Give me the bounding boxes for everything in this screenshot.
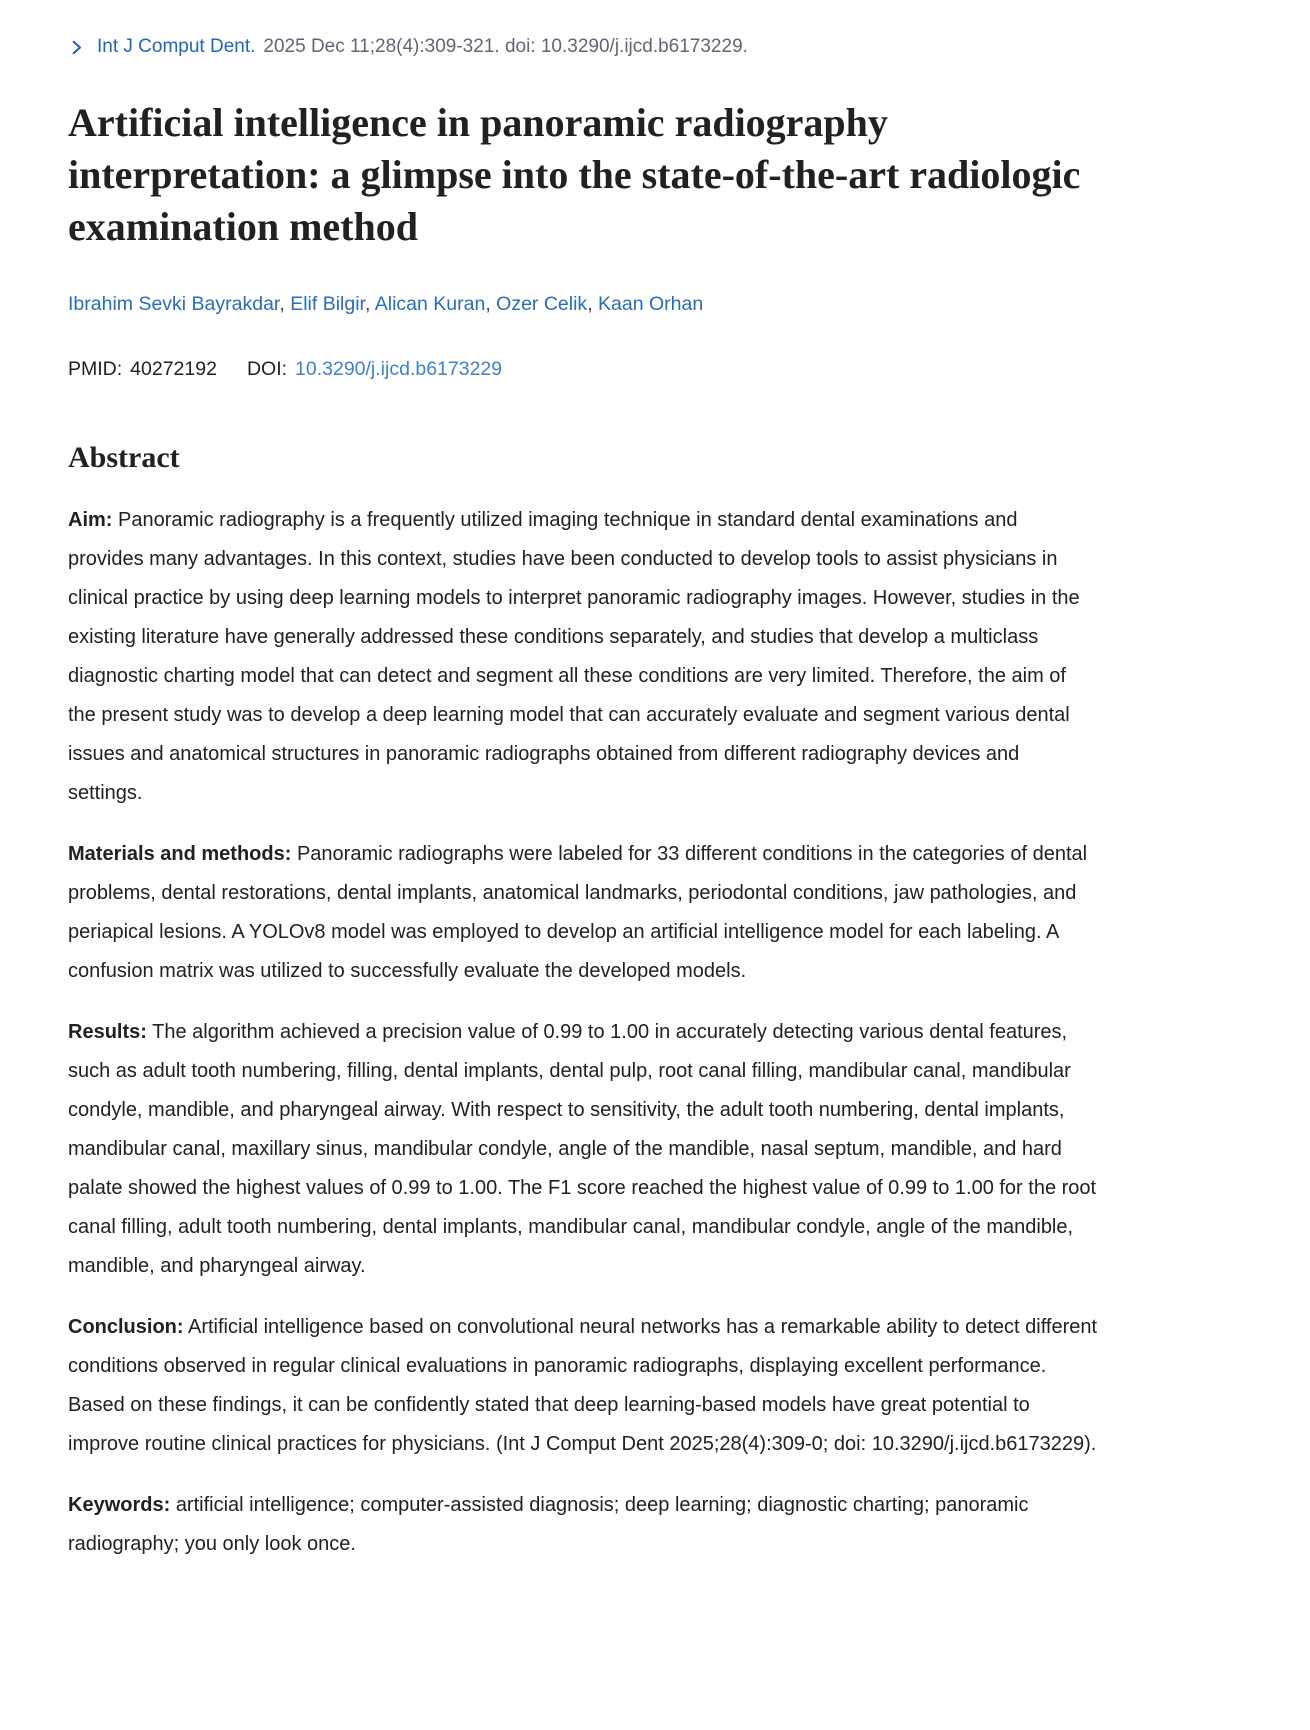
section-label: Conclusion:: [68, 1315, 184, 1338]
author-link[interactable]: Elif Bilgir: [290, 292, 365, 315]
section-label: Materials and methods:: [68, 842, 292, 865]
doi-group: [247, 358, 502, 380]
author-link[interactable]: Kaan Orhan: [598, 292, 704, 315]
author-link[interactable]: Ibrahim Sevki Bayrakdar: [68, 292, 280, 315]
abstract-section-keywords: [68, 1486, 1098, 1564]
author-list: [68, 293, 1115, 316]
section-text: Panoramic radiographs were labeled for 33 different conditions in the categories of dental problems, dental restorations, dental implants, anatomical landmarks, periodontal conditions, jaw pathologies, and periapical lesions. A YOLOv8 model was employed to develop an artificial intelligence model for each labeling. A confusion matrix was utilized to successfully evaluate the developed models.: [68, 842, 1088, 982]
section-text: Artificial intelligence based on convolutional neural networks has a remarkable ability to detect different conditions observed in regular clinical evaluations in panoramic radiographs, displaying excellent performance. Based on these findings, it can be confidently stated that deep learning-based models have great potential to improve routine clinical practices for physicians. (Int J Comput Dent 2025;28(4):309-0; doi: 10.3290/j.ijcd.b6173229).: [68, 1315, 1098, 1455]
abstract-heading: Abstract: [68, 440, 180, 474]
section-label: Results:: [68, 1020, 147, 1043]
section-text: artificial intelligence; computer-assisted diagnosis; deep learning; diagnostic charting; panoramic radiography; you only look once.: [68, 1493, 1029, 1555]
doi-link[interactable]: 10.3290/j.ijcd.b6173229: [295, 357, 503, 380]
author-link[interactable]: Ozer Celik: [496, 292, 588, 315]
abstract-section-materials-methods: [68, 835, 1098, 991]
abstract-section-aim: [68, 501, 1098, 813]
chevron-right-icon[interactable]: [68, 39, 85, 56]
pmid-label: PMID:: [68, 357, 123, 380]
author-link[interactable]: Alican Kuran: [374, 292, 486, 315]
abstract-section-conclusion: [68, 1308, 1098, 1464]
section-text: Panoramic radiography is a frequently utilized imaging technique in standard dental examinations and provides many advantages. In this context, studies have been conducted to develop tools to assist physicians in clinical practice by using deep learning models to interpret panoramic radiography images. However, studies in the existing literature have generally addressed these conditions separately, and studies that develop a multiclass diagnostic charting model that can detect and segment all these conditions are very limited. Therefore, the aim of the present study was to develop a deep learning model that can accurately evaluate and segment various dental issues and anatomical structures in panoramic radiographs obtained from different radiography devices and settings.: [68, 508, 1080, 804]
section-label: Aim:: [68, 508, 113, 531]
author-separator: ,: [485, 292, 497, 315]
identifier-row: [68, 358, 1115, 381]
citation-bar: [68, 34, 1115, 61]
citation-details: 2025 Dec 11;28(4):309-321. doi: 10.3290/j.ijcd.b6173229.: [263, 36, 748, 57]
author-separator: ,: [279, 292, 291, 315]
doi-label: DOI:: [246, 357, 288, 380]
page-title: Artificial intelligence in panoramic radiography interpretation: a glimpse into the state-of-the-art radiologic examination method: [68, 99, 1081, 249]
author-separator: ,: [364, 292, 375, 315]
journal-link[interactable]: Int J Comput Dent.: [97, 36, 256, 57]
author-separator: ,: [587, 292, 599, 315]
section-text: The algorithm achieved a precision value of 0.99 to 1.00 in accurately detecting various dental features, such as adult tooth numbering, filling, dental implants, dental pulp, root canal filling, mandibular canal, mandibular condyle, mandible, and pharyngeal airway. With respect to sensitivity, the adult tooth numbering, dental implants, mandibular canal, maxillary sinus, mandibular condyle, angle of the mandible, nasal septum, mandible, and hard palate showed the highest values of 0.99 to 1.00. The F1 score reached the highest value of 0.99 to 1.00 for the root canal filling, adult tooth numbering, dental implants, mandibular canal, mandibular condyle, angle of the mandible, mandible, and pharyngeal airway.: [68, 1020, 1097, 1277]
abstract-section-results: [68, 1013, 1098, 1286]
section-label: Keywords:: [68, 1493, 171, 1516]
pmid-value: 40272192: [130, 357, 217, 380]
